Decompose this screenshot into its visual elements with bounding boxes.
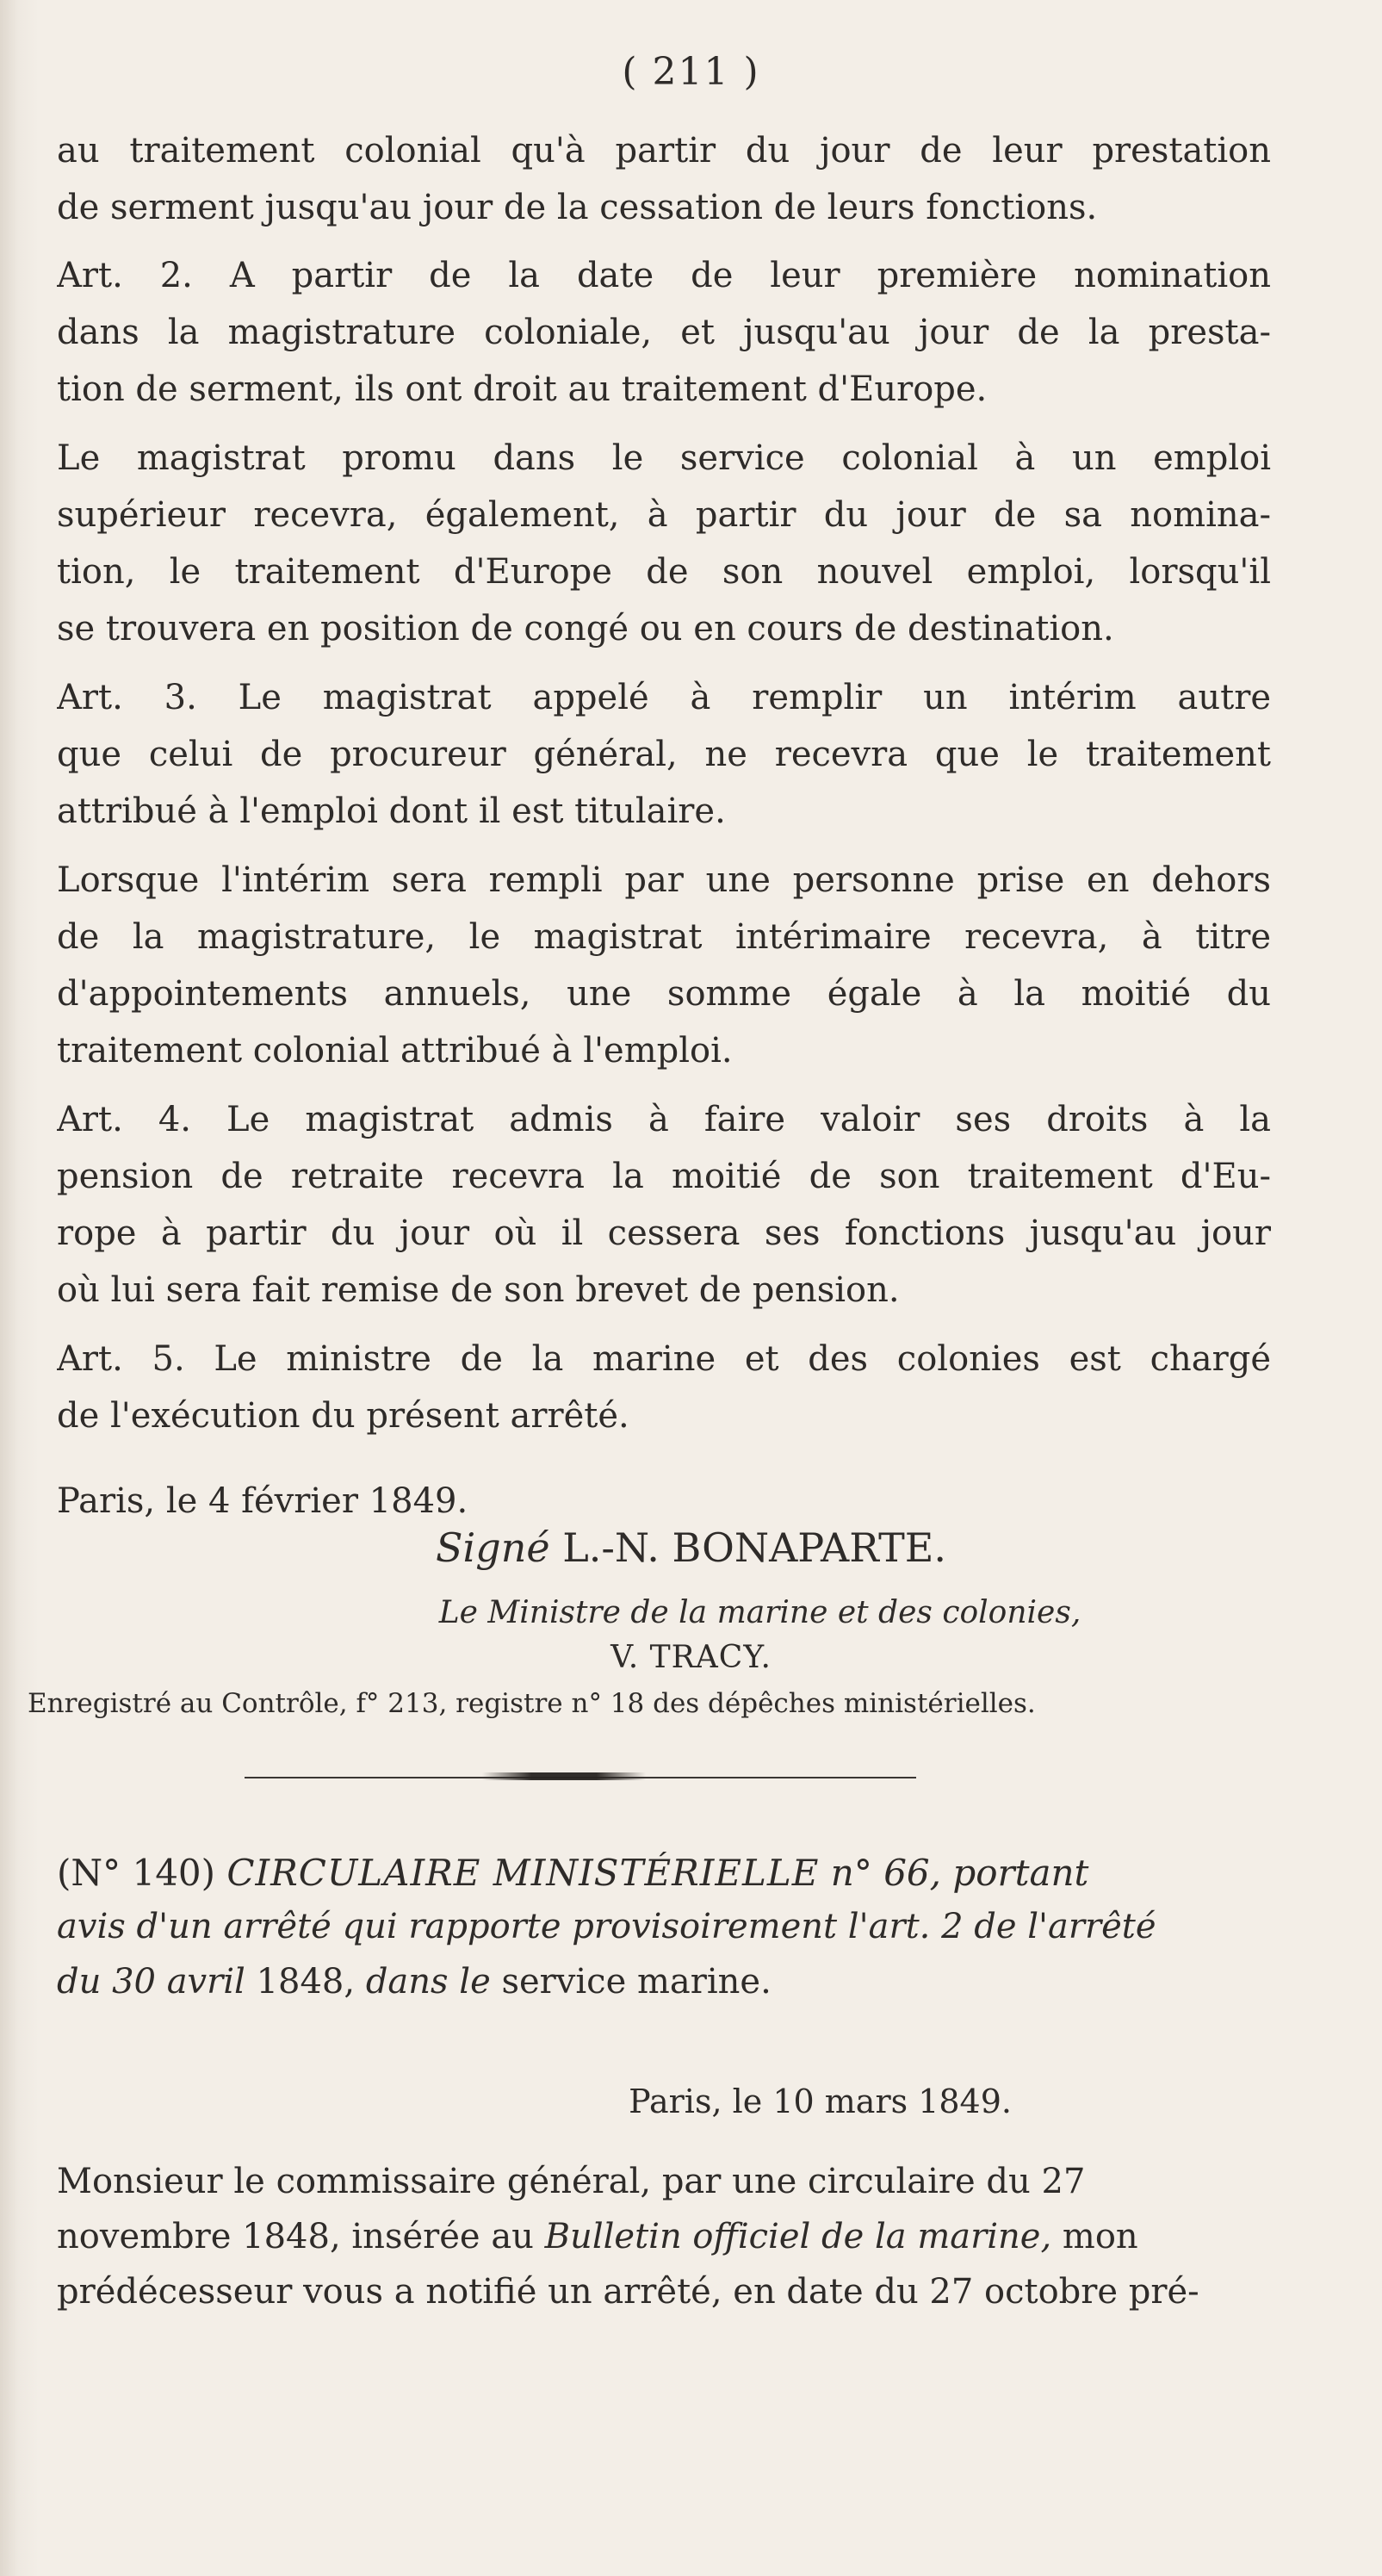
circular-number: (N° 140) [57, 1852, 216, 1894]
text-line: Art. 3. Le magistrat appelé à remplir un intérim autre [57, 678, 1271, 717]
registry-note: Enregistré au Contrôle, f° 213, registre n° 18 des dépêches ministérielles. [28, 1688, 1036, 1719]
body2-bulletin-title: Bulletin officiel de la marine, [544, 2217, 1052, 2256]
text-line: pension de retraite recevra la moitié de son traitement d'Eu- [57, 1157, 1271, 1196]
text-line: de l'exécution du présent arrêté. [57, 1396, 629, 1436]
text-line: que celui de procureur général, ne recevra que le traitement [57, 735, 1271, 774]
text-line: tion de serment, ils ont droit au traitement d'Europe. [57, 369, 988, 409]
text-line: dans la magistrature coloniale, et jusqu'au jour de la presta- [57, 313, 1271, 352]
section-divider-swell [482, 1772, 646, 1780]
text-line: supérieur recevra, également, à partir du jour de sa nomina- [57, 495, 1271, 535]
circular-heading [57, 1852, 1271, 1894]
body2-line2 [57, 2217, 1271, 2256]
text-line: Art. 5. Le ministre de la marine et des colonies est chargé [57, 1339, 1271, 1379]
signature-prefix: Signé [436, 1524, 550, 1571]
text-line: attribué à l'emploi dont il est titulaire. [57, 791, 726, 831]
text-line: traitement colonial attribué à l'emploi. [57, 1031, 733, 1071]
circular-subtitle-line2: avis d'un arrêté qui rapporte provisoirement l'art. 2 de l'arrêté [57, 1907, 1156, 1946]
body2-line3: prédécesseur vous a notifié un arrêté, en date du 27 octobre pré- [57, 2272, 1199, 2312]
circular-end: service marine. [501, 1962, 772, 2002]
minister-title: Le Ministre de la marine et des colonies, [438, 1595, 1081, 1630]
date-signed-line [57, 1416, 1271, 1521]
text-line: tion, le traitement d'Europe de son nouvel emploi, lorsqu'il [57, 552, 1271, 592]
circular-title: CIRCULAIRE MINISTÉRIELLE [226, 1852, 820, 1894]
body2-line2-b: mon [1062, 2217, 1138, 2256]
text-line: au traitement colonial qu'à partir du jour de leur prestation [57, 131, 1271, 171]
minister-name: V. TRACY. [610, 1640, 772, 1675]
signature-name: L.-N. BONAPARTE. [562, 1524, 946, 1571]
circular-date-italic: du 30 avril [57, 1962, 245, 2002]
text-line: de serment jusqu'au jour de la cessation de leurs fonctions. [57, 188, 1098, 227]
text-line: Lorsque l'intérim sera rempli par une personne prise en dehors [57, 860, 1271, 900]
text-line: rope à partir du jour où il cessera ses fonctions jusqu'au jour [57, 1214, 1271, 1253]
text-line: d'appointements annuels, une somme égale à la moitié du [57, 974, 1271, 1014]
text-line: se trouvera en position de congé ou en cours de destination. [57, 609, 1114, 649]
text-line: Le magistrat promu dans le service colonial à un emploi [57, 438, 1271, 478]
body2-line2-a: novembre 1848, insérée au [57, 2217, 534, 2256]
page-number: ( 211 ) [622, 50, 760, 94]
signature-block [0, 1524, 1382, 1571]
text-line: de la magistrature, le magistrat intérimaire recevra, à titre [57, 917, 1271, 957]
circular-year: 1848, [256, 1962, 356, 2002]
date-signed: Paris, le 4 février 1849. [57, 1481, 468, 1521]
circular-dateline: Paris, le 10 mars 1849. [629, 2083, 1012, 2120]
body2-line1: Monsieur le commissaire général, par une circulaire du 27 [57, 2162, 1086, 2201]
circular-mid: dans le [365, 1962, 491, 2002]
circular-title-number: n° 66, portant [830, 1852, 1089, 1894]
circular-subtitle-line3 [57, 1962, 1271, 2002]
text-line: Art. 2. A partir de la date de leur première nomination [57, 256, 1271, 295]
text-line: Art. 4. Le magistrat admis à faire valoir ses droits à la [57, 1100, 1271, 1139]
main-text [57, 0, 1271, 1507]
text-line: où lui sera fait remise de son brevet de pension. [57, 1270, 900, 1310]
